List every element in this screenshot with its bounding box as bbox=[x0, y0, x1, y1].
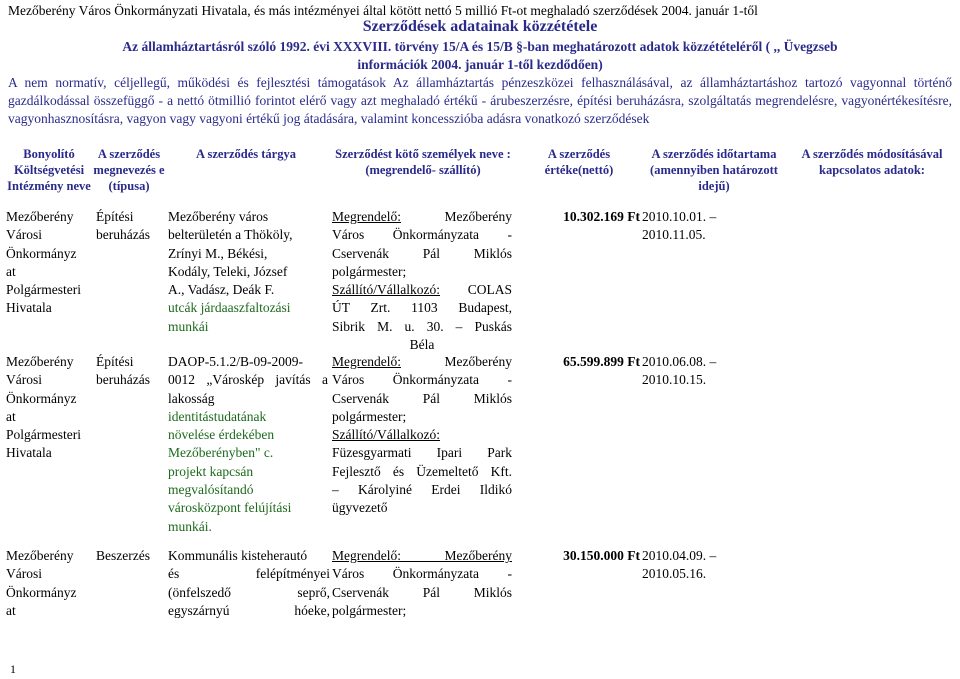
text-line: Füzesgyarmati Ipari Park bbox=[332, 445, 512, 461]
header-duration: A szerződés időtartama (amennyiben határozott idejű) bbox=[650, 147, 778, 193]
text-line: Városi bbox=[6, 566, 42, 582]
text-line: lakosság bbox=[168, 390, 215, 406]
subtitle-line-2: információk 2004. január 1-től kezdődően) bbox=[357, 57, 603, 72]
table-header bbox=[5, 146, 955, 194]
text-line: Béla bbox=[409, 337, 435, 353]
text-line: Beszerzés bbox=[96, 548, 150, 563]
cell-parties bbox=[332, 353, 512, 518]
text-line: Mezőberény bbox=[6, 354, 74, 369]
intro-paragraph: A nem normatív, céljellegű, működési és fejlesztési támogatások Az államháztartás pénzeszközei felhasználásával, az államháztartáshoz tartozó vagyonnal történő gazdálkodással összefüggő - a nettó ötmillió forintot elérő vagy azt meghaladó értékű - árubeszerzésre, építési beruházásra, szolgáltatás megrendelésre, vagyonértékesítésre, vagyonhasznosításra, vagyon vagy vagyoni értékű jog átadására, valamint koncesszióba adásra vonatkozó szerződések bbox=[8, 75, 952, 126]
text-line: 2010.11.05. bbox=[642, 227, 706, 243]
text-line: Mezőberény bbox=[6, 209, 74, 224]
party-role-label: Megrendelő: bbox=[332, 209, 401, 224]
header-value: A szerződés értéke(nettó) bbox=[544, 147, 614, 177]
text-line: A., Vadász, Deák F. bbox=[168, 282, 275, 298]
text-line: polgármester; bbox=[332, 263, 407, 279]
text-line: polgármester; bbox=[332, 602, 407, 618]
header-institution: Bonyolító Költségvetési Intézmény neve bbox=[7, 147, 91, 193]
text-line: Cservenák Pál Miklós bbox=[332, 584, 512, 600]
text-line: Kommunális kisteherautó bbox=[168, 548, 308, 563]
text-line: Polgármesteri bbox=[6, 282, 81, 298]
text-line: Építési bbox=[96, 209, 134, 224]
header-parties bbox=[327, 146, 519, 194]
text-line: Városi bbox=[6, 227, 42, 243]
text-line: Önkormányz bbox=[6, 245, 77, 261]
text-line: Városi bbox=[6, 372, 42, 388]
text-line: 2010.10.15. bbox=[642, 372, 707, 388]
cell-institution bbox=[6, 353, 92, 463]
cell-duration bbox=[642, 353, 752, 390]
text-line: Hivatala bbox=[6, 445, 52, 461]
cell-value: 10.302.169 Ft bbox=[563, 209, 640, 224]
text-line: at bbox=[6, 408, 16, 424]
text-line: munkái. bbox=[168, 518, 212, 534]
text-line: at bbox=[6, 602, 16, 618]
page-number: 1 bbox=[10, 662, 16, 676]
text-line: ügyvezető bbox=[332, 500, 388, 516]
intro-line: Mezőberény Város Önkormányzati Hivatala, és más intézményei által kötött nettó 5 millió Ft-ot meghaladó szerződések 2004. január 1-től bbox=[8, 3, 758, 18]
text-line: növelése érdekében bbox=[168, 427, 275, 443]
text-line: (önfelszedő seprő, bbox=[168, 584, 330, 600]
text-line: 0012 „Városkép javítás a bbox=[168, 372, 328, 388]
text-line: Mezőberényben" c. bbox=[168, 445, 274, 461]
cell-value: 30.150.000 Ft bbox=[563, 548, 640, 563]
text-line: Önkormányz bbox=[6, 584, 77, 600]
cell-value: 65.599.899 Ft bbox=[563, 354, 640, 369]
cell-institution bbox=[6, 547, 92, 620]
header-parties-line1: Szerződést kötő személyek neve : bbox=[335, 147, 511, 161]
text-line: és felépítményei bbox=[168, 566, 330, 582]
text-line: Város Önkormányzata - bbox=[332, 566, 512, 582]
text-line: Hivatala bbox=[6, 300, 52, 316]
text-line: projekt kapcsán bbox=[168, 463, 254, 479]
text-line: Cservenák Pál Miklós bbox=[332, 245, 512, 261]
text-line: Szállító/Vállalkozó: bbox=[332, 427, 440, 443]
cell-type bbox=[96, 208, 166, 245]
text-line: identitástudatának bbox=[168, 408, 267, 424]
cell-parties bbox=[332, 208, 512, 354]
subtitle-line-1: Az államháztartásról szóló 1992. évi XXXVIII. törvény 15/A és 15/B §-ban meghatározott adatok közzétételéről ( ,, Üvegzseb bbox=[122, 39, 838, 54]
header-type: A szerződés megnevezés e (típusa) bbox=[93, 147, 165, 193]
text-line: Cservenák Pál Miklós bbox=[332, 390, 512, 406]
text-line: polgármester; bbox=[332, 408, 407, 424]
text-line: beruházás bbox=[96, 227, 150, 243]
text-line: munkái bbox=[168, 318, 209, 334]
text-line: Mezőberény bbox=[6, 548, 74, 563]
text-line: Sibrik M. u. 30. – Puskás bbox=[332, 318, 512, 334]
text-line: egyszárnyú hóeke, bbox=[168, 602, 330, 618]
text-line: megvalósítandó bbox=[168, 482, 254, 498]
party-role-label: Megrendelő: bbox=[332, 354, 401, 369]
text-line: Zrínyi M., Békési, bbox=[168, 245, 268, 261]
cell-duration bbox=[642, 547, 752, 584]
text-line: belterületén a Thököly, bbox=[168, 227, 293, 243]
header-modification: A szerződés módosításával kapcsolatos adatok: bbox=[801, 147, 943, 177]
text-line: Megrendelő: Mezőberény bbox=[332, 548, 512, 563]
text-line: Megrendelő: Mezőberény bbox=[332, 209, 512, 224]
text-line: Mezőberény város bbox=[168, 209, 269, 224]
text-line: 2010.10.01. – bbox=[642, 209, 717, 224]
text-line: 2010.05.16. bbox=[642, 566, 707, 582]
text-line: Szállító/Vállalkozó: COLAS bbox=[332, 282, 512, 298]
cell-subject bbox=[168, 547, 330, 620]
page-subtitle bbox=[0, 38, 960, 74]
cell-duration bbox=[642, 208, 752, 245]
text-line: városközpont felújítási bbox=[168, 500, 292, 516]
text-line: 2010.06.08. – bbox=[642, 354, 717, 369]
text-line: 2010.04.09. – bbox=[642, 548, 717, 563]
text-line: Polgármesteri bbox=[6, 427, 81, 443]
cell-subject bbox=[168, 353, 328, 536]
page-title: Szerződések adatainak közzététele bbox=[362, 18, 598, 35]
text-line: Város Önkormányzata - bbox=[332, 227, 512, 243]
text-line: at bbox=[6, 263, 16, 279]
cell-institution bbox=[6, 208, 92, 318]
text-line: Önkormányz bbox=[6, 390, 77, 406]
cell-subject bbox=[168, 208, 328, 336]
text-line: utcák járdaaszfaltozási bbox=[168, 300, 291, 316]
cell-type bbox=[96, 353, 166, 390]
text-line: Építési bbox=[96, 354, 134, 369]
text-line: beruházás bbox=[96, 372, 150, 388]
cell-type bbox=[96, 547, 166, 565]
header-subject: A szerződés tárgya bbox=[196, 147, 296, 161]
text-line: DAOP-5.1.2/B-09-2009- bbox=[168, 354, 303, 369]
header-parties-line2: (megrendelő- szállító) bbox=[365, 163, 481, 177]
text-line: ÚT Zrt. 1103 Budapest, bbox=[332, 300, 512, 316]
text-line: Város Önkormányzata - bbox=[332, 372, 512, 388]
cell-parties bbox=[332, 547, 512, 620]
text-line: Kodály, Teleki, József bbox=[168, 263, 288, 279]
party-role-label: Szállító/Vállalkozó: bbox=[332, 282, 440, 298]
text-line: Fejlesztő és Üzemeltető Kft. bbox=[332, 463, 512, 479]
text-line: Megrendelő: Mezőberény bbox=[332, 354, 512, 369]
text-line: – Károlyiné Erdei Ildikó bbox=[332, 482, 512, 498]
